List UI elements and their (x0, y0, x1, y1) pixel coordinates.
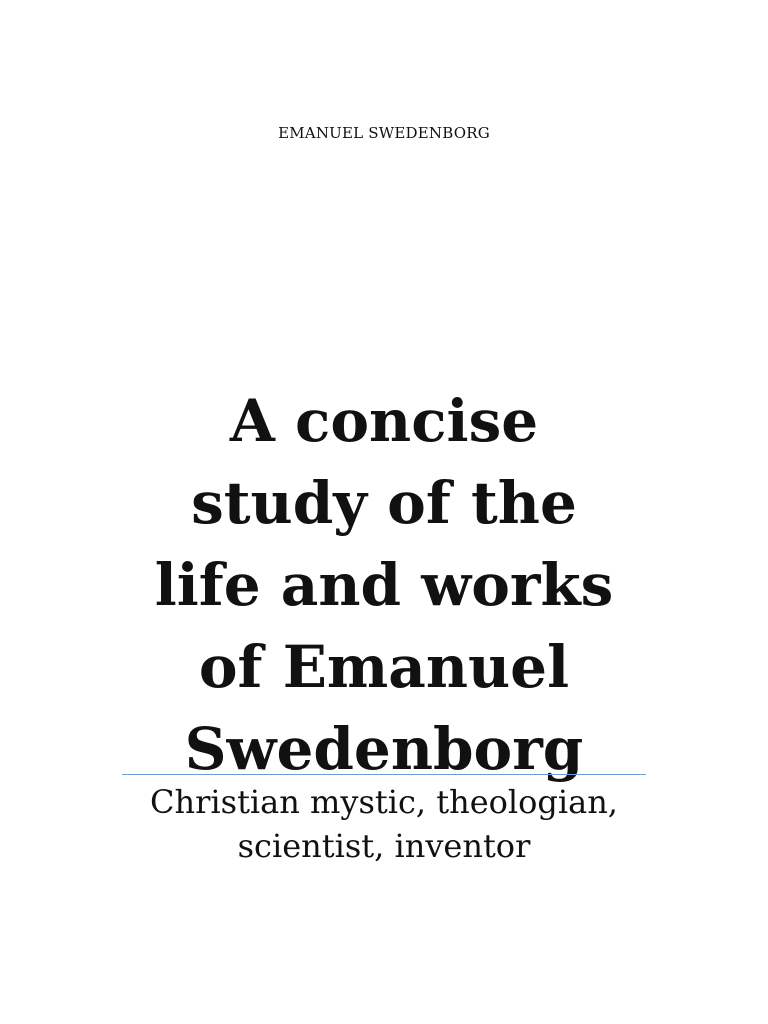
title-line: A concise (229, 387, 539, 455)
author-name: EMANUEL SWEDENBORG (278, 124, 490, 142)
title-line: life and works (154, 551, 614, 619)
book-subtitle (110, 780, 658, 868)
title-line: Swedenborg (184, 715, 584, 783)
title-divider (122, 774, 646, 775)
subtitle-line: Christian mystic, theologian, (150, 783, 618, 821)
title-line: of Emanuel (198, 633, 570, 701)
subtitle-line: scientist, inventor (237, 827, 531, 865)
book-title (110, 380, 658, 790)
title-line: study of the (191, 469, 577, 537)
